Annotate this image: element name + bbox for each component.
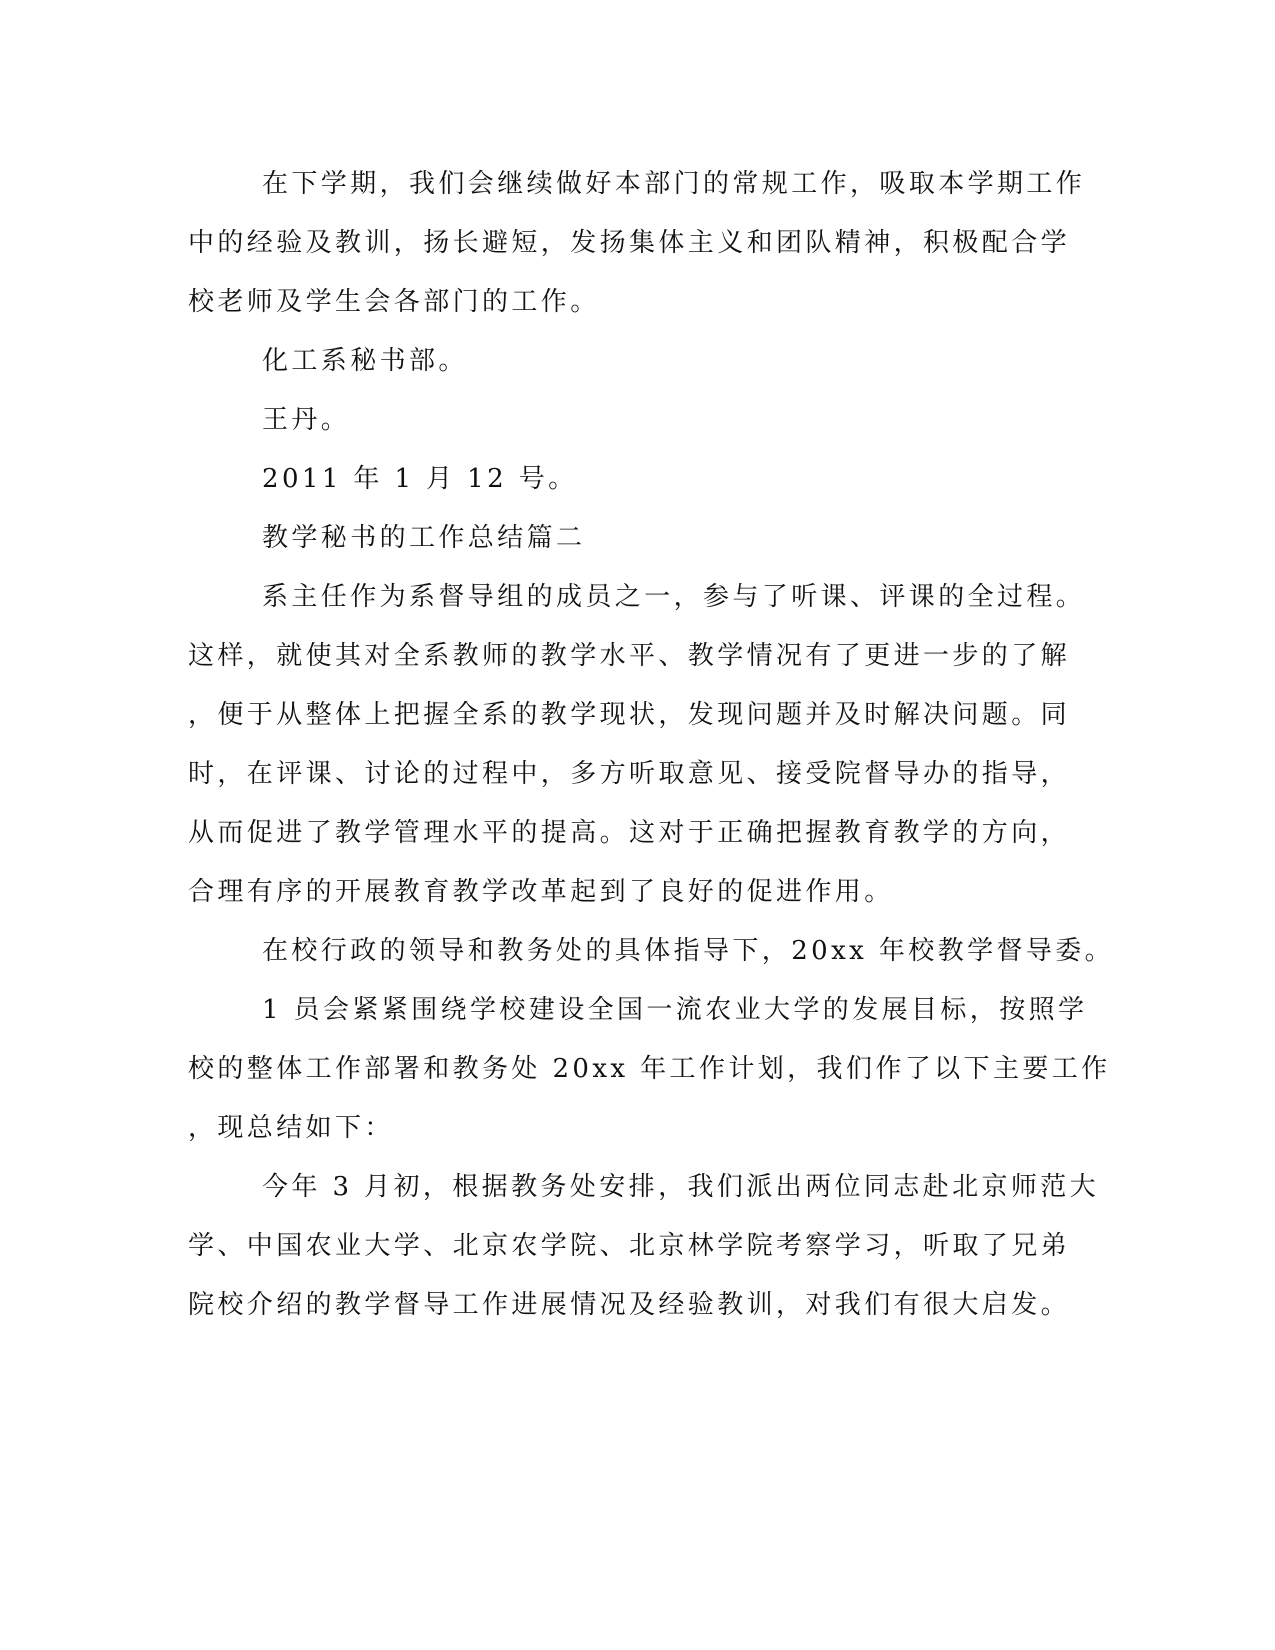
paragraph-line: 这样，就使其对全系教师的教学水平、教学情况有了更进一步的了解	[188, 641, 1071, 671]
paragraph-line: 学、中国农业大学、北京农学院、北京林学院考察学习，听取了兄弟	[188, 1231, 1071, 1261]
paragraph-line: 在校行政的领导和教务处的具体指导下，20xx 年校教学督导委。	[262, 936, 1115, 966]
paragraph-line: 从而促进了教学管理水平的提高。这对于正确把握教育教学的方向，	[188, 818, 1071, 848]
paragraph-line: 中的经验及教训，扬长避短，发扬集体主义和团队精神，积极配合学	[188, 228, 1071, 258]
paragraph-line: ，便于从整体上把握全系的教学现状，发现问题并及时解决问题。同	[188, 700, 1071, 730]
paragraph-line: 今年 3 月初，根据教务处安排，我们派出两位同志赴北京师范大	[262, 1172, 1100, 1202]
paragraph-line: 系主任作为系督导组的成员之一，参与了听课、评课的全过程。	[262, 582, 1086, 612]
date-line: 2011 年 1 月 12 号。	[262, 464, 578, 494]
paragraph-line: ，现总结如下：	[188, 1113, 394, 1143]
paragraph-line: 时，在评课、讨论的过程中，多方听取意见、接受院督导办的指导，	[188, 759, 1071, 789]
author-line: 王丹。	[262, 405, 351, 435]
paragraph-line: 1 员会紧紧围绕学校建设全国一流农业大学的发展目标，按照学	[262, 995, 1088, 1025]
section-heading: 教学秘书的工作总结篇二	[262, 523, 586, 553]
paragraph-line: 校的整体工作部署和教务处 20xx 年工作计划，我们作了以下主要工作	[188, 1054, 1111, 1084]
department-line: 化工系秘书部。	[262, 346, 468, 376]
paragraph-line: 院校介绍的教学督导工作进展情况及经验教训，对我们有很大启发。	[188, 1290, 1071, 1320]
paragraph-line: 校老师及学生会各部门的工作。	[188, 287, 600, 317]
paragraph-line: 合理有序的开展教育教学改革起到了良好的促进作用。	[188, 877, 894, 907]
paragraph-line: 在下学期，我们会继续做好本部门的常规工作，吸取本学期工作	[262, 169, 1086, 199]
